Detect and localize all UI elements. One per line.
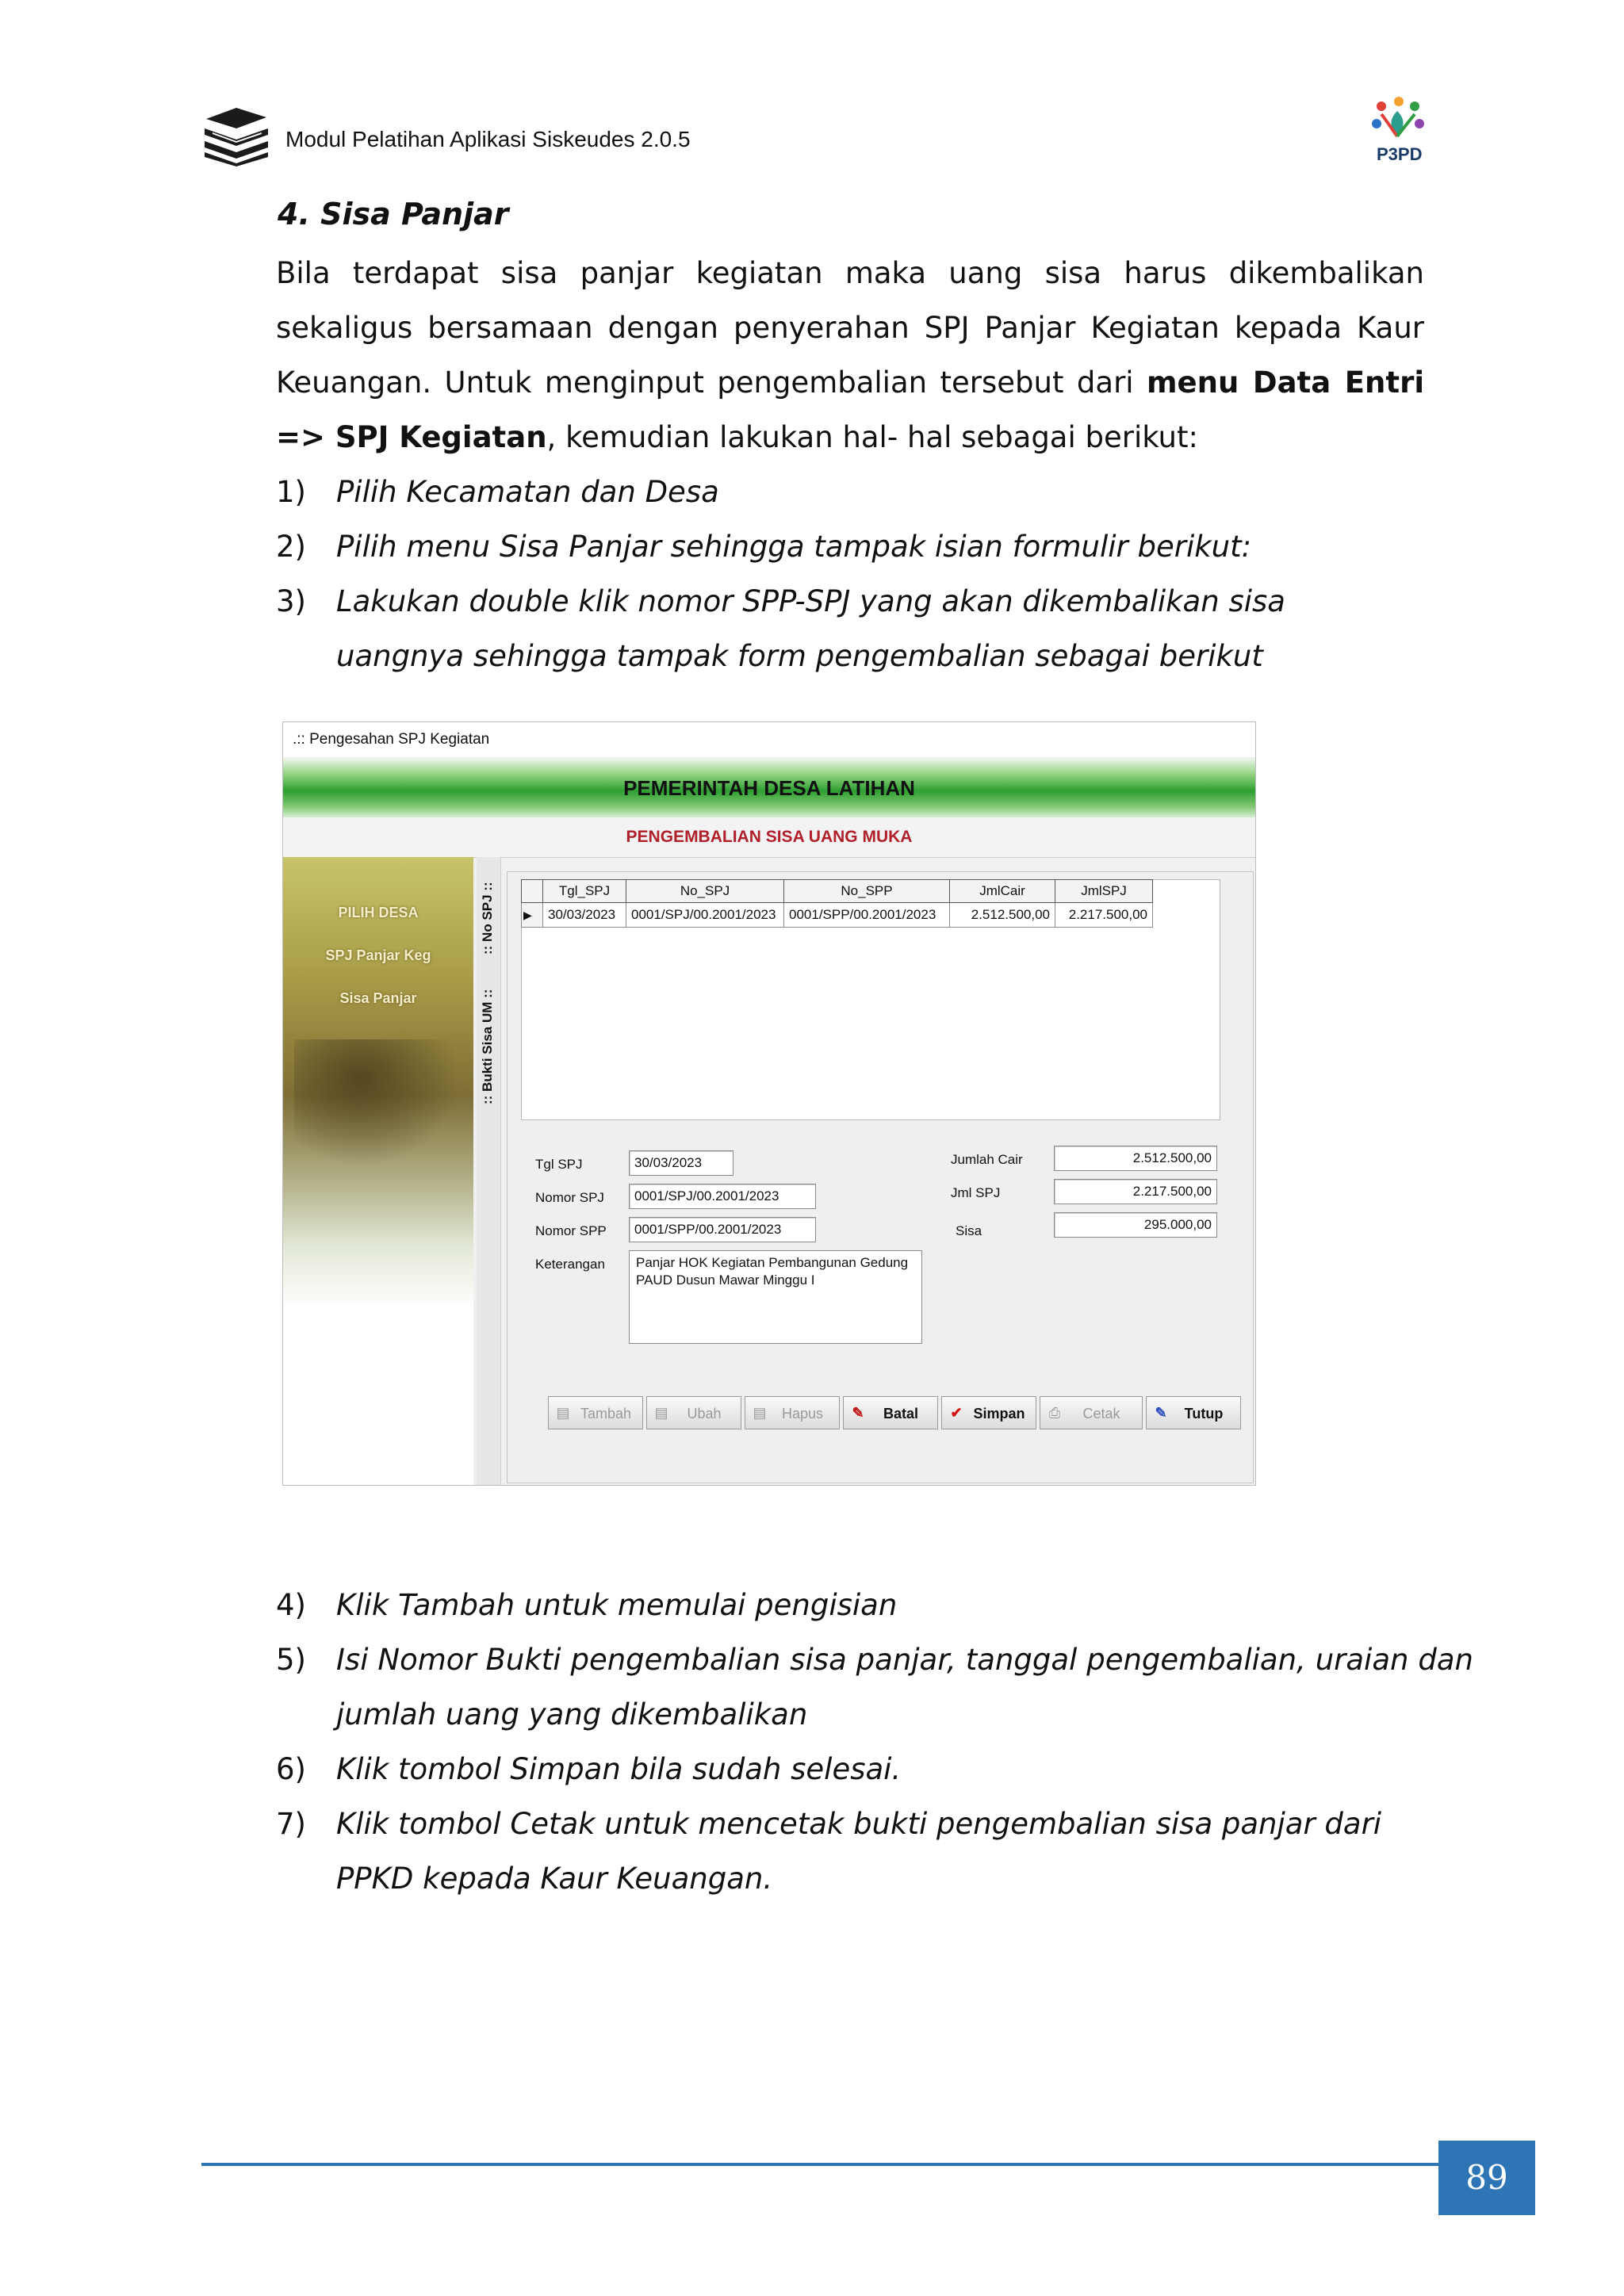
spj-table (521, 879, 1153, 928)
row-pointer-icon: ▶ (522, 903, 543, 928)
intro-menu-path: menu Data Entri => SPJ Kegiatan (276, 365, 1424, 454)
edit-doc-icon: ▤ (654, 1405, 668, 1421)
cell-jmlspj[interactable]: 2.217.500,00 (1055, 903, 1153, 928)
col-header-no-spp[interactable]: No_SPP (784, 880, 950, 903)
step-number: 5) (276, 1643, 306, 1677)
simpan-label: Simpan (973, 1406, 1025, 1422)
ubah-button[interactable] (646, 1396, 741, 1429)
jml-spj-field[interactable]: 2.217.500,00 (1054, 1179, 1217, 1204)
steps-list-top (276, 465, 1426, 683)
add-doc-icon: ▤ (556, 1405, 570, 1421)
menu-item-spj-panjar[interactable]: SPJ Panjar Keg (325, 947, 431, 963)
logo-text: P3PD (1377, 144, 1423, 164)
col-header-tgl-spj[interactable]: Tgl_SPJ (543, 880, 626, 903)
printer-icon: ⎙ (1048, 1405, 1061, 1421)
checkmark-icon: ✔ (950, 1405, 963, 1421)
header-title: Modul Pelatihan Aplikasi Siskeudes 2.0.5 (285, 127, 691, 151)
cell-no-spj[interactable]: 0001/SPJ/00.2001/2023 (626, 903, 784, 928)
batal-button[interactable] (843, 1396, 938, 1429)
jumlah-cair-label: Jumlah Cair (951, 1152, 1023, 1167)
intro-paragraph (276, 246, 1424, 465)
nomor-spp-field[interactable]: 0001/SPP/00.2001/2023 (629, 1217, 816, 1242)
tutup-label: Tutup (1184, 1406, 1224, 1422)
tab-bukti-sisa-um[interactable]: :: Bukti Sisa UM :: (480, 989, 495, 1104)
sisa-label: Sisa (956, 1223, 982, 1238)
intro-text-b: , kemudian lakukan hal- hal sebagai berikut: (546, 420, 1198, 454)
list-item (276, 1742, 1426, 1797)
menu-item-pilih-desa[interactable]: PILIH DESA (338, 905, 419, 920)
footer-rule (201, 2163, 1438, 2166)
cell-tgl-spj[interactable]: 30/03/2023 (543, 903, 626, 928)
step-number: 6) (276, 1752, 306, 1786)
row-selector-header (522, 880, 543, 903)
keterangan-field[interactable]: Panjar HOK Kegiatan Pembangunan Gedung PAUD Dusun Mawar Minggu I (629, 1250, 922, 1344)
step-text: Lakukan double klik nomor SPP-SPJ yang akan dikembalikan sisa uangnya sehingga tampak form pengembalian sebagai berikut (336, 584, 1285, 673)
list-item (276, 519, 1426, 574)
step-number: 3) (276, 584, 306, 618)
simpan-button[interactable] (941, 1396, 1036, 1429)
form-subtitle: PENGEMBALIAN SISA UANG MUKA (626, 828, 913, 846)
hapus-button[interactable] (745, 1396, 840, 1429)
tgl-spj-label: Tgl SPJ (535, 1157, 583, 1172)
app-window-screenshot (282, 721, 1256, 1486)
col-header-no-spj[interactable]: No_SPJ (626, 880, 784, 903)
banner-title: PEMERINTAH DESA LATIHAN (623, 776, 915, 800)
intro-text-a: Bila terdapat sisa panjar kegiatan maka uang sisa harus dikembalikan sekaligus bersamaan dengan penyerahan SPJ Panjar Kegiatan kepada Kaur Keuangan. Untuk menginput pengembalian tersebut dari (276, 256, 1424, 400)
list-item (276, 1578, 1426, 1632)
nomor-spj-label: Nomor SPJ (535, 1190, 604, 1205)
col-header-jmlspj[interactable]: JmlSPJ (1055, 880, 1153, 903)
col-header-jmlcair[interactable]: JmlCair (950, 880, 1055, 903)
step-number: 2) (276, 530, 306, 564)
step-text: Klik tombol Simpan bila sudah selesai. (336, 1752, 902, 1786)
tambah-label: Tambah (580, 1406, 632, 1422)
cetak-label: Cetak (1082, 1406, 1120, 1422)
step-text: Isi Nomor Bukti pengembalian sisa panjar, tanggal pengembalian, uraian dan jumlah uang yang dikembalikan (336, 1643, 1473, 1732)
jumlah-cair-field[interactable]: 2.512.500,00 (1054, 1146, 1217, 1171)
menu-item-sisa-panjar[interactable]: Sisa Panjar (339, 990, 417, 1006)
hapus-label: Hapus (781, 1406, 824, 1422)
farmer-illustration (294, 1039, 461, 1166)
tambah-button[interactable] (548, 1396, 643, 1429)
jml-spj-label: Jml SPJ (951, 1185, 1001, 1200)
step-text: Pilih menu Sisa Panjar sehingga tampak isian formulir berikut: (336, 530, 1252, 564)
page-number: 89 (1438, 2141, 1535, 2215)
nomor-spp-label: Nomor SPP (535, 1223, 607, 1238)
cell-jmlcair[interactable]: 2.512.500,00 (950, 903, 1055, 928)
window-title: .:: Pengesahan SPJ Kegiatan (283, 722, 1255, 757)
cetak-button[interactable] (1040, 1396, 1143, 1429)
batal-label: Batal (883, 1406, 918, 1422)
list-item (276, 1797, 1431, 1906)
cancel-icon: ✎ (852, 1405, 864, 1421)
tab-no-spj[interactable]: :: No SPJ :: (480, 882, 495, 955)
sisa-field[interactable]: 295.000,00 (1054, 1212, 1217, 1238)
list-item (276, 465, 1426, 519)
step-number: 4) (276, 1588, 306, 1622)
delete-doc-icon: ▤ (753, 1405, 767, 1421)
step-number: 1) (276, 475, 306, 509)
tgl-spj-field[interactable]: 30/03/2023 (629, 1150, 733, 1176)
ubah-label: Ubah (687, 1406, 722, 1422)
list-item (276, 574, 1383, 683)
cell-no-spp[interactable]: 0001/SPP/00.2001/2023 (784, 903, 950, 928)
close-icon: ✎ (1155, 1405, 1167, 1421)
table-row[interactable] (522, 903, 1153, 928)
steps-list-bottom (276, 1578, 1473, 1906)
tutup-button[interactable] (1146, 1396, 1241, 1429)
section-heading: 4. Sisa Panjar (278, 197, 509, 232)
step-text: Pilih Kecamatan dan Desa (336, 475, 719, 509)
nomor-spj-field[interactable]: 0001/SPJ/00.2001/2023 (629, 1184, 816, 1209)
step-text: Klik tombol Cetak untuk mencetak bukti pengembalian sisa panjar dari PPKD kepada Kaur Keuangan. (336, 1807, 1382, 1896)
step-text: Klik Tambah untuk memulai pengisian (336, 1588, 898, 1622)
list-item (276, 1632, 1473, 1742)
books-stack-icon (201, 105, 270, 166)
keterangan-label: Keterangan (535, 1257, 605, 1272)
step-number: 7) (276, 1807, 306, 1841)
